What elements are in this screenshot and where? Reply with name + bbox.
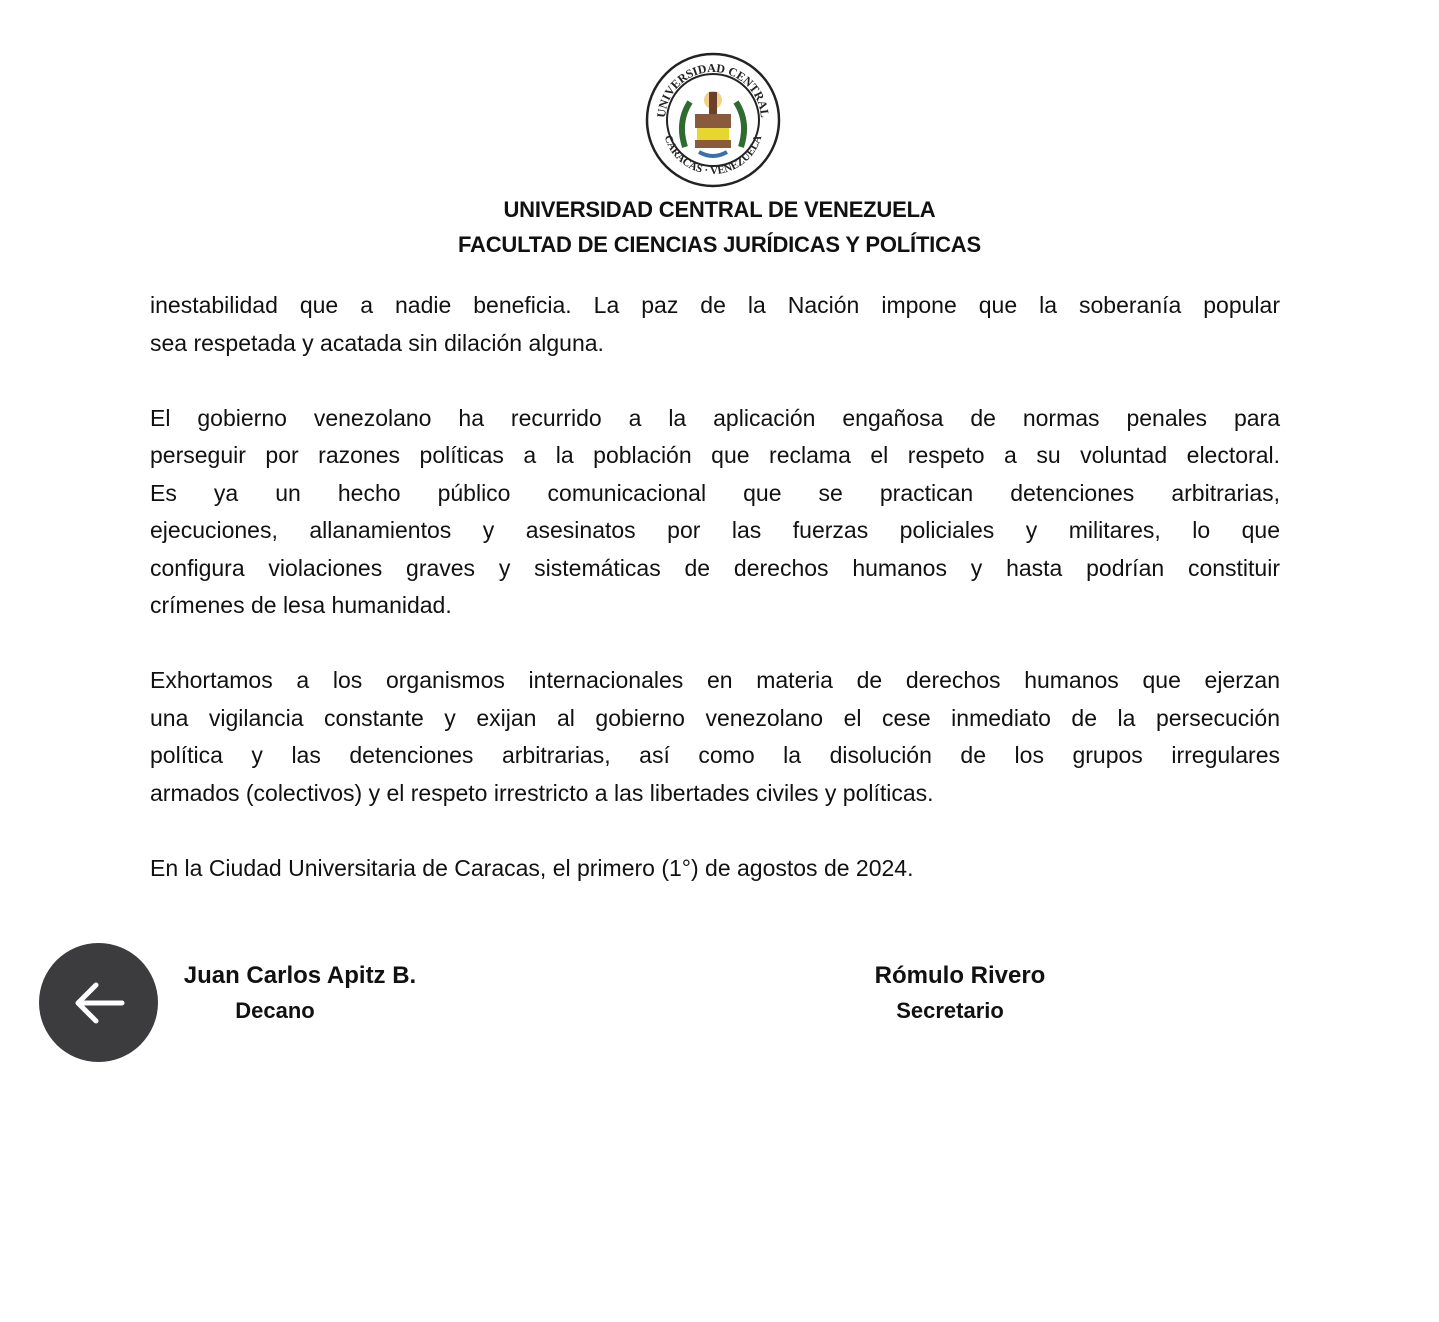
text-line: El gobierno venezolano ha recurrido a la aplicación engañosa de normas penales para — [150, 404, 1280, 431]
signer-role: Decano — [235, 998, 315, 1023]
university-seal-logo — [645, 52, 781, 188]
document-body — [150, 287, 1280, 925]
paragraph — [150, 662, 1280, 812]
back-button[interactable] — [39, 943, 158, 1062]
signer-name: Juan Carlos Apitz B. — [183, 962, 417, 989]
svg-text:CARACAS · VENEZUELA: CARACAS · VENEZUELA — [661, 133, 765, 178]
arrow-left-icon — [72, 981, 126, 1025]
faculty-name: FACULTAD DE CIENCIAS JURÍDICAS Y POLÍTICAS — [458, 232, 981, 257]
signature-dean — [170, 962, 430, 1024]
university-name: UNIVERSIDAD CENTRAL DE VENEZUELA — [503, 197, 936, 222]
signer-name: Rómulo Rivero — [874, 962, 1046, 989]
paragraph — [150, 400, 1280, 625]
text-line: perseguir por razones políticas a la población que reclama el respeto a su voluntad electoral. — [150, 442, 1280, 468]
text-line: una vigilancia constante y exijan al gobierno venezolano el cese inmediato de la persecución — [150, 704, 1280, 731]
text-line: política y las detenciones arbitrarias, así como la disolución de los grupos irregulares — [150, 742, 1280, 768]
signer-role: Secretario — [896, 998, 1004, 1023]
text-line: sea respetada y acatada sin dilación alguna. — [150, 329, 604, 356]
text-line: configura violaciones graves y sistemáticas de derechos humanos y hasta podrían constituir — [150, 554, 1280, 581]
paragraph — [150, 850, 1280, 888]
text-line: Exhortamos a los organismos internacionales en materia de derechos humanos que ejerzan — [150, 667, 1280, 693]
text-line: ejecuciones, allanamientos y asesinatos por las fuerzas policiales y militares, lo que — [150, 517, 1280, 543]
paragraph — [150, 287, 1280, 362]
text-line: En la Ciudad Universitaria de Caracas, el primero (1°) de agostos de 2024. — [150, 854, 914, 881]
text-line: crímenes de lesa humanidad. — [150, 592, 452, 618]
signature-secretary — [850, 962, 1070, 1024]
text-line: Es ya un hecho público comunicacional que se practican detenciones arbitrarias, — [150, 479, 1280, 506]
text-line: inestabilidad que a nadie beneficia. La paz de la Nación impone que la soberanía popular — [150, 292, 1280, 318]
svg-text:UNIVERSIDAD CENTRAL: UNIVERSIDAD CENTRAL — [653, 60, 773, 119]
text-line: armados (colectivos) y el respeto irrestricto a las libertades civiles y políticas. — [150, 779, 934, 806]
